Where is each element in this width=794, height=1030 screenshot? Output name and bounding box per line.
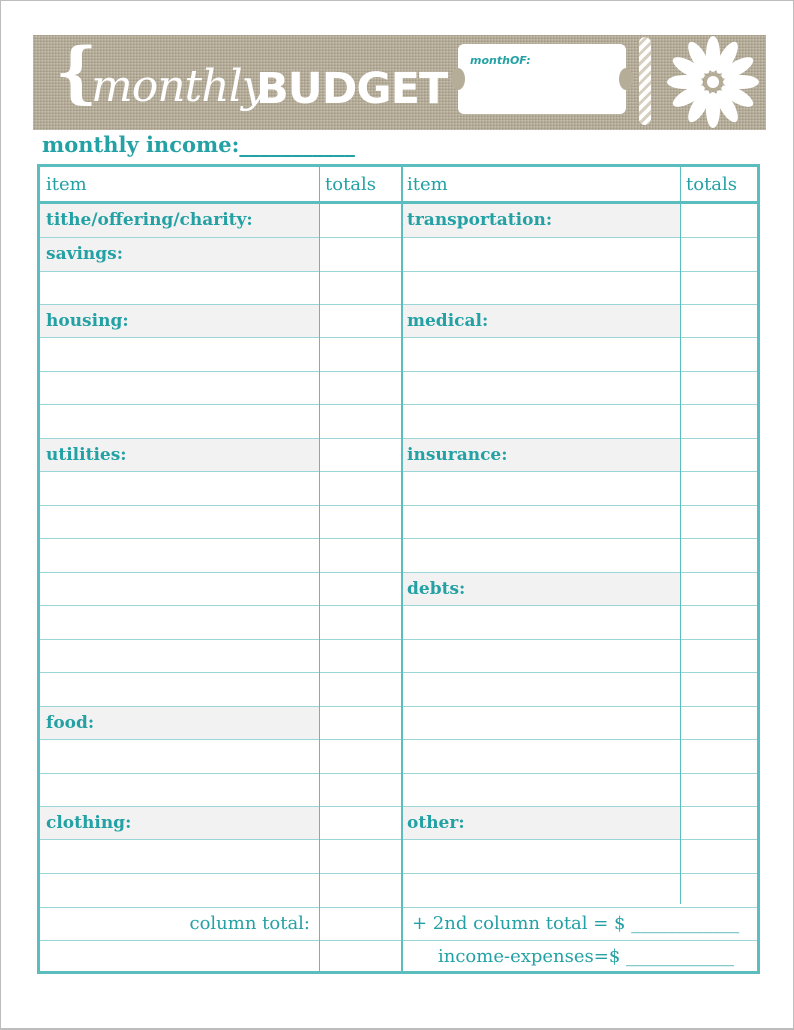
section-label: insurance:	[407, 445, 508, 465]
title-bold: BUDGET	[256, 64, 448, 114]
flower-icon	[665, 35, 761, 130]
section-label: medical:	[407, 311, 489, 331]
section-label: other:	[407, 813, 465, 833]
left-brace: {	[55, 33, 98, 111]
section-label: clothing:	[46, 813, 132, 833]
second-column-total-field[interactable]: + 2nd column total = $ ____________	[412, 913, 740, 934]
col-totals-header-2: totals	[686, 174, 738, 195]
col-totals-header: totals	[325, 174, 377, 195]
income-expenses-field[interactable]: income-expenses=$ ____________	[438, 946, 735, 967]
section-label: housing:	[46, 311, 129, 331]
monthly-income-field[interactable]: monthly income:___________	[42, 132, 355, 157]
column-total-label: column total:	[189, 913, 310, 934]
month-of-label: monthOF:	[470, 54, 531, 67]
section-label: food:	[46, 713, 95, 733]
col-item-header: item	[46, 174, 87, 195]
budget-table	[37, 164, 760, 974]
section-label: utilities:	[46, 445, 127, 465]
rope-decoration	[639, 37, 651, 125]
title-script: monthly	[91, 61, 266, 112]
section-label: savings:	[46, 244, 124, 264]
section-label: tithe/offering/charity:	[46, 210, 253, 230]
section-label: debts:	[407, 579, 466, 599]
section-label: transportation:	[407, 210, 553, 230]
header-banner	[33, 35, 766, 130]
col-item-header-2: item	[407, 174, 448, 195]
month-of-field[interactable]	[458, 44, 626, 114]
